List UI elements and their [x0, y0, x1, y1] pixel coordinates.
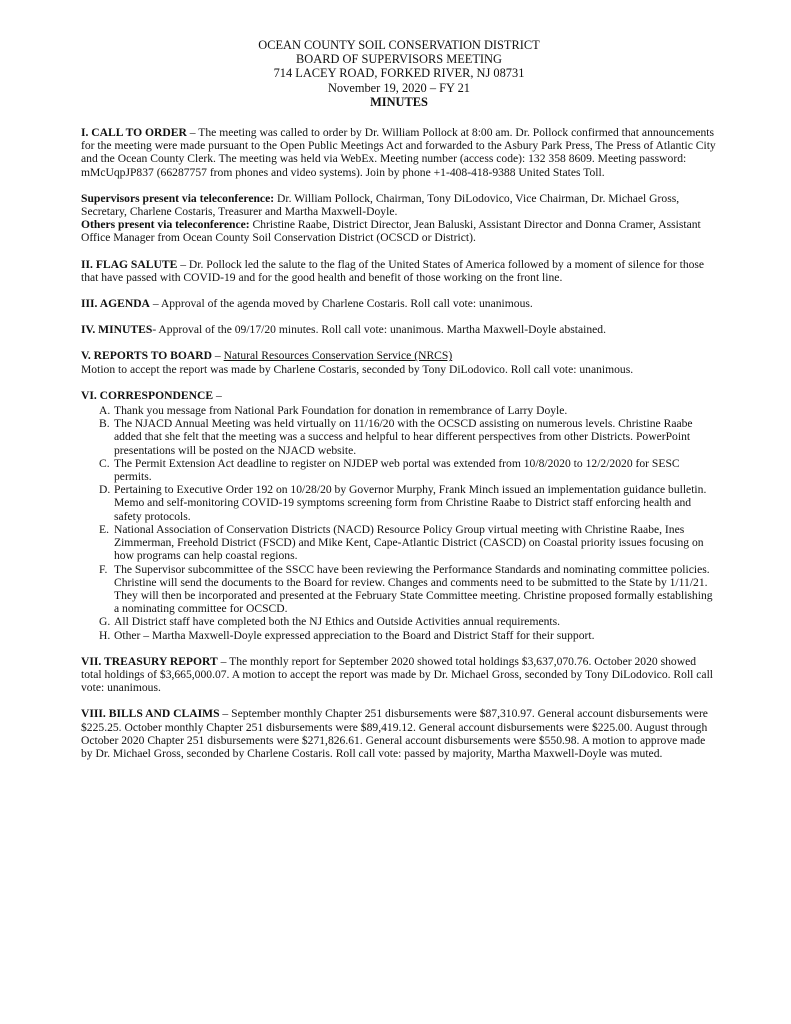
- correspondence-list: [81, 404, 717, 642]
- document-page: [81, 38, 717, 760]
- supervisors-present: [81, 192, 717, 218]
- list-item: [81, 417, 717, 457]
- section-heading: V. REPORTS TO BOARD: [81, 349, 213, 363]
- meeting-title: BOARD OF SUPERVISORS MEETING: [296, 52, 502, 67]
- item-text: Other – Martha Maxwell-Doyle expressed appreciation to the Board and District Staff for their support.: [114, 628, 595, 642]
- others-label: Others present via teleconference:: [81, 218, 250, 232]
- section-heading: VI. CORRESPONDENCE: [81, 388, 214, 402]
- section-dash: –: [212, 349, 224, 363]
- item-text: The Permit Extension Act deadline to register on NJDEP web portal was extended from 10/8/2020 to 12/2/2020 for SESC permits.: [114, 456, 680, 484]
- section-agenda: [81, 297, 717, 310]
- list-item: [81, 483, 717, 523]
- list-item: [81, 563, 717, 616]
- section-text: - Approval of the 09/17/20 minutes. Roll call vote: unanimous. Martha Maxwell-Doyle abstained.: [152, 323, 606, 337]
- section-heading: IV. MINUTES: [81, 323, 153, 337]
- document-header: [81, 38, 717, 109]
- item-letter: A.: [99, 404, 111, 418]
- section-treasury-report: [81, 655, 717, 695]
- item-letter: G.: [99, 615, 111, 629]
- others-text: Christine Raabe, District Director, Jean Baluski, Assistant Director and Donna Cramer, Assistant Office Manager from Ocean County Soil Conservation District (OCSCD or District).: [81, 218, 701, 245]
- item-letter: C.: [99, 456, 110, 470]
- org-name: OCEAN COUNTY SOIL CONSERVATION DISTRICT: [258, 38, 540, 52]
- section-correspondence: [81, 389, 717, 642]
- meeting-address: 714 LACEY ROAD, FORKED RIVER, NJ 08731: [273, 66, 525, 81]
- list-item: [81, 523, 717, 563]
- supervisors-text: Dr. William Pollock, Chairman, Tony DiLodovico, Vice Chairman, Dr. Michael Gross, Secretary, Charlene Costaris, Treasurer and Martha Maxwell-Doyle.: [81, 191, 680, 219]
- section-text: – Approval of the agenda moved by Charlene Costaris. Roll call vote: unanimous.: [149, 297, 533, 311]
- item-letter: D.: [99, 483, 111, 497]
- section-heading: III. AGENDA: [81, 297, 150, 311]
- list-item: [81, 404, 717, 417]
- item-text: The NJACD Annual Meeting was held virtually on 11/16/20 with the OCSCD assisting on numerous levels. Christine Raabe added that she felt that the meeting was a success and helpful to hear different perspectives from other Districts. PowerPoint presentations will be posted on the NJACD website.: [114, 417, 693, 457]
- list-item: [81, 615, 717, 628]
- section-call-to-order: [81, 126, 717, 179]
- section-flag-salute: [81, 258, 717, 284]
- item-letter: H.: [99, 628, 111, 642]
- section-dash: –: [213, 388, 222, 402]
- section-text: – The monthly report for September 2020 showed total holdings $3,637,070.76. October 2020 showed total holdings of $3,665,000.07. A motion to accept the report was made by Dr. Michael Gross, seconded by Tony DiLodovico. Roll call vote: unanimous.: [81, 654, 714, 695]
- item-text: National Association of Conservation Districts (NACD) Resource Policy Group virtual meeting with Christine Raabe, Ines Zimmerman, Freehold District (FSCD) and Mike Kent, Cape-Atlantic District (CASCD) on Coastal priority issues focusing on how programs can help coastal regions.: [114, 522, 704, 563]
- item-letter: B.: [99, 417, 110, 431]
- section-reports: [81, 349, 717, 375]
- item-letter: F.: [99, 562, 108, 576]
- item-letter: E.: [99, 522, 109, 536]
- minutes-title: MINUTES: [370, 94, 428, 109]
- section-minutes: [81, 323, 717, 336]
- supervisors-label: Supervisors present via teleconference:: [81, 191, 275, 205]
- item-text: All District staff have completed both the NJ Ethics and Outside Activities annual requirements.: [114, 615, 561, 629]
- section-heading: VIII. BILLS AND CLAIMS: [81, 707, 220, 721]
- nrcs-link-text: Natural Resources Conservation Service (NRCS): [223, 349, 453, 363]
- others-present: [81, 218, 717, 244]
- section-bills-and-claims: [81, 707, 717, 760]
- item-text: Pertaining to Executive Order 192 on 10/28/20 by Governor Murphy, Frank Minch issued an implementation guidance bulletin. Memo and self-monitoring COVID-19 symptoms screening form from Christine Raabe to District staff enforcing health and safety protocols.: [114, 483, 707, 523]
- section-heading: II. FLAG SALUTE: [81, 257, 178, 271]
- section-text: – The meeting was called to order by Dr. William Pollock at 8:00 am. Dr. Pollock confirmed that announcements for the meeting were made pursuant to the Open Public Meetings Act and forwarded to the Asbury Park Press, The Press of Atlantic City and the Ocean County Clerk. The meeting was held via WebEx. Meeting number (access code): 132 358 8609. Meeting password: mMcUqpJP837 (66287757 from phones and video systems). Join by phone +1-408-418-9388 United States Toll.: [81, 126, 716, 179]
- section-text: – September monthly Chapter 251 disbursements were $87,310.97. General account disbursements were $225.25. October monthly Chapter 251 disbursements were $89,419.12. General account disbursements were $225.00. August through October 2020 Chapter 251 disbursements were $271,826.61. General account disbursements were $550.98. A motion to approve made by Dr. Michael Gross, seconded by Charlene Costaris. Roll call vote: passed by majority, Martha Maxwell-Doyle was muted.: [81, 707, 708, 760]
- item-text: The Supervisor subcommittee of the SSCC have been reviewing the Performance Standards and nominating committee policies. Christine will send the documents to the Board for review. Changes and comments need to be submitted to the State by 1/11/21. They will then be incorporated and presented at the February State Committee meeting. Christine proposed formally establishing a nominating committee for OCSCD.: [114, 562, 713, 616]
- section-text: Motion to accept the report was made by Charlene Costaris, seconded by Tony DiLodovico. Roll call vote: unanimous.: [81, 362, 634, 376]
- section-text: – Dr. Pollock led the salute to the flag of the United States of America followed by a moment of silence for those that have passed with COVID-19 and for the good health and benefit of those working on the front line.: [81, 257, 705, 284]
- section-heading: VII. TREASURY REPORT: [81, 654, 218, 668]
- section-heading: I. CALL TO ORDER: [81, 126, 187, 140]
- meeting-date: November 19, 2020 – FY 21: [327, 80, 471, 95]
- list-item: [81, 629, 717, 642]
- list-item: [81, 457, 717, 483]
- item-text: Thank you message from National Park Foundation for donation in remembrance of Larry Doyle.: [114, 404, 568, 418]
